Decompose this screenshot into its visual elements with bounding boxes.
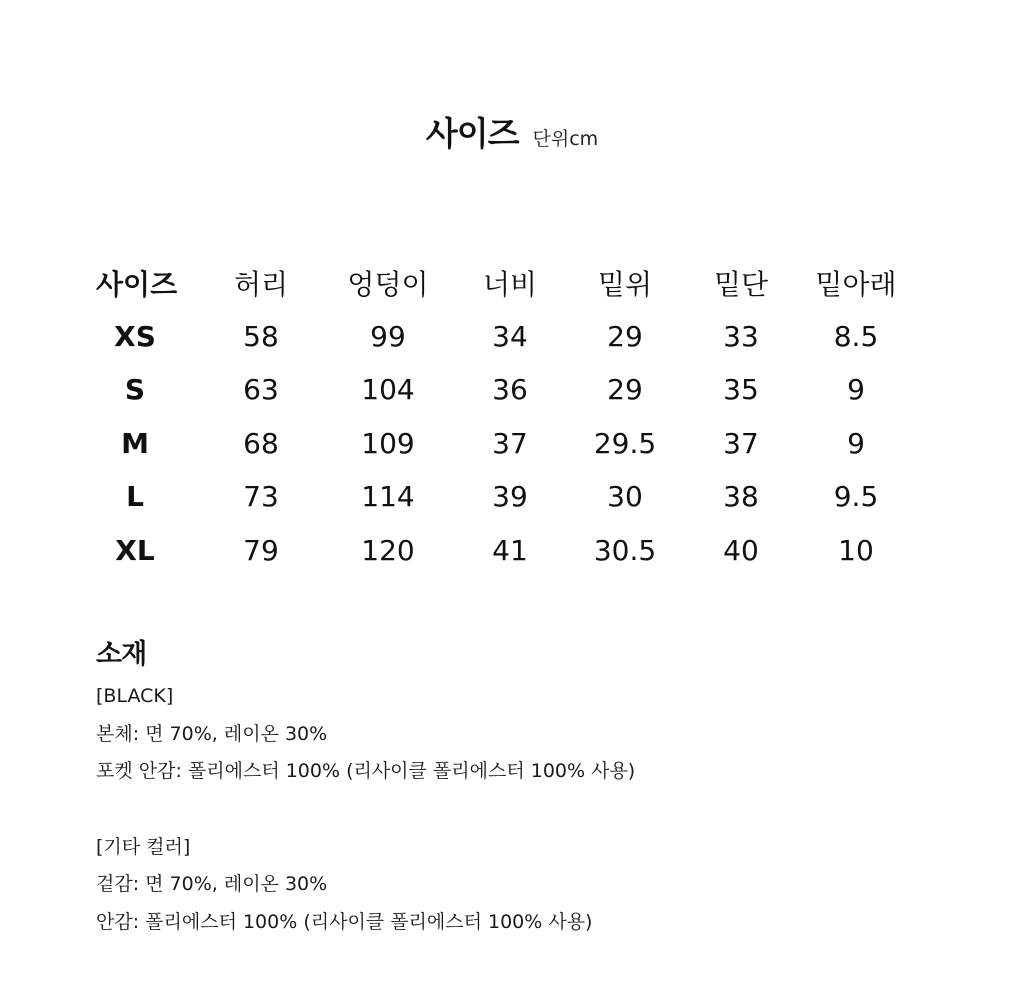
table-header-row (80, 256, 904, 310)
table-cell: 38 (723, 480, 759, 514)
table-row (80, 310, 904, 364)
material-heading: 소재 (96, 639, 147, 670)
table-cell: 68 (243, 426, 279, 460)
table-cell: 114 (361, 480, 415, 514)
column-header-inseam: 밑아래 (815, 267, 897, 301)
table-cell: 9.5 (833, 480, 879, 514)
table-cell: 41 (492, 533, 528, 567)
size-table (80, 256, 904, 577)
table-row (80, 524, 904, 578)
column-header-width: 너비 (482, 267, 538, 301)
black-color-label: [BLACK] (96, 685, 174, 707)
table-cell: 79 (243, 533, 279, 567)
size-label: M (121, 426, 149, 460)
table-cell: 29 (607, 319, 643, 353)
unit-label: 단위cm (532, 128, 599, 150)
column-header-hip: 엉덩이 (347, 267, 429, 301)
table-cell: 104 (361, 373, 415, 407)
table-cell: 9 (847, 426, 865, 460)
column-header-hem: 밑단 (713, 267, 769, 301)
page-header (0, 108, 1024, 155)
size-label: S (124, 373, 146, 407)
table-cell: 37 (492, 426, 528, 460)
table-cell: 40 (723, 533, 759, 567)
other-lining-composition: 안감: 폴리에스터 100% (리사이클 폴리에스터 100% 사용) (96, 910, 593, 933)
column-header-waist: 허리 (233, 267, 289, 301)
table-cell: 10 (838, 533, 874, 567)
size-label: XS (114, 319, 156, 353)
table-row (80, 363, 904, 417)
table-cell: 120 (361, 533, 415, 567)
spacer (96, 791, 976, 829)
size-label: L (126, 480, 144, 514)
table-cell: 34 (492, 319, 528, 353)
table-cell: 36 (492, 373, 528, 407)
table-cell: 37 (723, 426, 759, 460)
table-cell: 99 (370, 319, 406, 353)
table-cell: 33 (723, 319, 759, 353)
other-outer-composition: 겉감: 면 70%, 레이온 30% (96, 873, 328, 895)
table-cell: 30.5 (593, 533, 657, 567)
size-label: XL (115, 533, 155, 567)
table-cell: 30 (607, 480, 643, 514)
table-cell: 8.5 (833, 319, 879, 353)
page-title: 사이즈 (425, 114, 519, 153)
table-cell: 73 (243, 480, 279, 514)
table-cell: 29.5 (593, 426, 657, 460)
table-row (80, 417, 904, 471)
table-cell: 35 (723, 373, 759, 407)
table-cell: 63 (243, 373, 279, 407)
black-body-composition: 본체: 면 70%, 레이온 30% (96, 722, 328, 745)
table-cell: 9 (847, 373, 865, 407)
other-color-label: [기타 컬러] (96, 835, 191, 858)
column-header-rise: 밑위 (597, 267, 653, 301)
table-cell: 58 (243, 319, 279, 353)
table-cell: 39 (492, 480, 528, 514)
table-row (80, 470, 904, 524)
table-cell: 29 (607, 373, 643, 407)
material-section (96, 636, 976, 941)
black-pocket-lining-composition: 포켓 안감: 폴리에스터 100% (리사이클 폴리에스터 100% 사용) (96, 760, 636, 782)
column-header-size: 사이즈 (96, 267, 178, 301)
table-cell: 109 (361, 426, 415, 460)
